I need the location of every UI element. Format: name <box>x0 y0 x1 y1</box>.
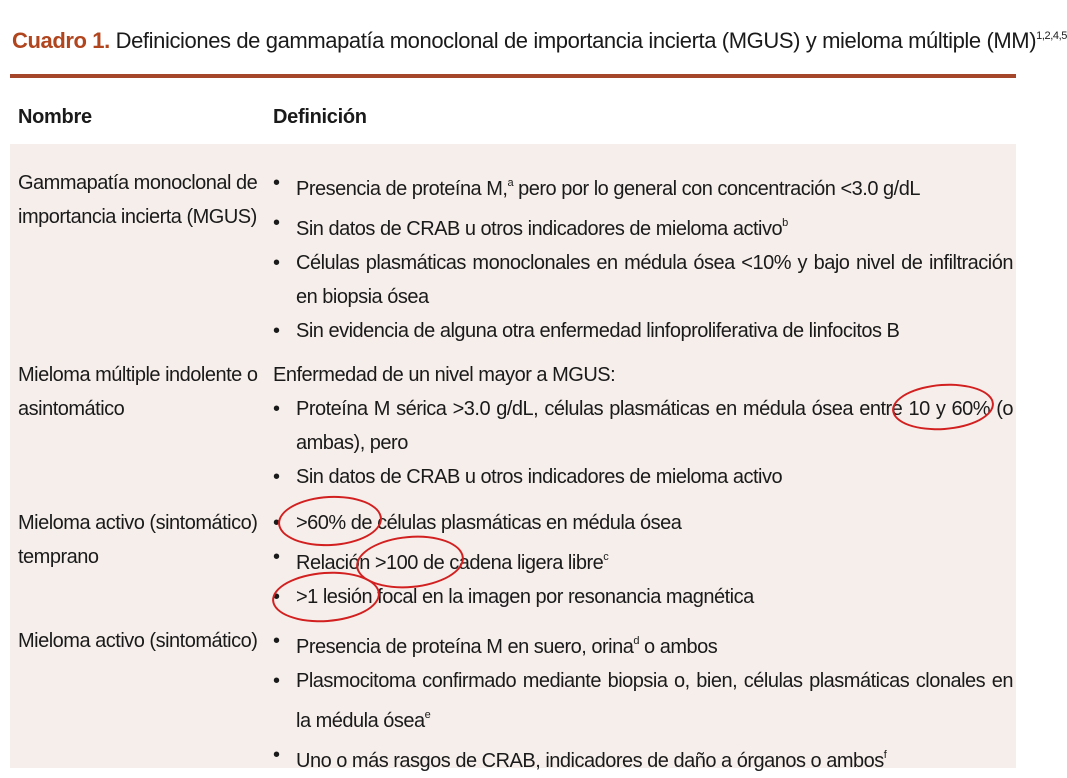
bullet-icon: • <box>273 212 280 234</box>
bullet-icon: • <box>273 630 280 652</box>
caption-refs: 1,2,4,5 <box>1036 30 1067 42</box>
row-definition <box>273 506 1013 614</box>
footnote-marker: f <box>883 749 887 761</box>
bullet-icon: • <box>273 670 280 692</box>
item-text: Proteína M sérica >3.0 g/dL, células plasmáticas en médula ósea entre 10 y 60% (o ambas), pero <box>296 398 1013 454</box>
bullet-icon: • <box>273 586 280 608</box>
item-text: >60% de células plasmáticas en médula ósea <box>296 512 682 534</box>
definition-item <box>273 206 1013 246</box>
row-name: Mieloma activo (sintomático) temprano <box>18 512 258 568</box>
bullet-icon: • <box>273 252 280 274</box>
row-definition <box>273 358 1013 494</box>
bullet-icon: • <box>273 466 280 488</box>
definition-item <box>273 580 1013 614</box>
footnote-marker: a <box>507 177 514 189</box>
bullet-icon: • <box>273 398 280 420</box>
item-text: pero por lo general con concentración <3.0 g/dL <box>513 178 920 200</box>
footnote-marker: d <box>633 635 639 647</box>
definition-item <box>273 392 1013 460</box>
item-text: Sin datos de CRAB u otros indicadores de mieloma activo <box>296 466 783 488</box>
item-text: >1 lesión focal en la imagen por resonancia magnética <box>296 586 754 608</box>
definition-item <box>273 460 1013 494</box>
table-body <box>10 144 1016 772</box>
bullet-icon: • <box>273 320 280 342</box>
caption-text: Definiciones de gammapatía monoclonal de importancia incierta (MGUS) y mieloma múltiple (MM) <box>115 28 1037 53</box>
definition-item <box>273 506 1013 540</box>
row-name: Mieloma activo (sintomático) <box>18 630 258 652</box>
definition-item <box>273 624 1013 664</box>
header-name: Nombre <box>18 106 92 128</box>
item-text: Relación >100 de cadena ligera libre <box>296 552 604 574</box>
table-caption <box>12 28 1067 54</box>
definition-item <box>273 166 1013 206</box>
caption-label: Cuadro 1. <box>12 28 110 53</box>
item-text: Sin evidencia de alguna otra enfermedad linfoproliferativa de linfocitos B <box>296 320 900 342</box>
definition-item <box>273 664 1013 738</box>
item-text: Presencia de proteína M en suero, orina <box>296 636 634 658</box>
definition-intro: Enfermedad de un nivel mayor a MGUS: <box>273 364 616 386</box>
row-name: Mieloma múltiple indolente o asintomático <box>18 364 258 420</box>
item-text: Plasmocitoma confirmado mediante biopsia o, bien, células plasmáticas clonales en la médula ósea <box>296 670 1013 732</box>
bullet-icon: • <box>273 512 280 534</box>
definition-item <box>273 540 1013 580</box>
definition-item <box>273 314 1013 348</box>
footnote-marker: b <box>782 217 788 229</box>
item-text: Sin datos de CRAB u otros indicadores de mieloma activo <box>296 218 783 240</box>
bullet-icon: • <box>273 744 280 766</box>
row-definition <box>273 624 1013 778</box>
definition-item <box>273 246 1013 314</box>
bullet-icon: • <box>273 172 280 194</box>
table-header <box>10 78 1016 144</box>
item-text: Células plasmáticas monoclonales en médula ósea <10% y bajo nivel de infiltración en biopsia ósea <box>296 252 1013 308</box>
header-definition: Definición <box>273 106 367 128</box>
item-text: Presencia de proteína M, <box>296 178 508 200</box>
row-name: Gammapatía monoclonal de importancia incierta (MGUS) <box>18 172 258 228</box>
footnote-marker: c <box>603 551 609 563</box>
definition-item <box>273 738 1013 778</box>
bullet-icon: • <box>273 546 280 568</box>
footnote-marker: e <box>424 709 431 721</box>
item-text: Uno o más rasgos de CRAB, indicadores de daño a órganos o ambos <box>296 750 884 772</box>
row-definition <box>273 166 1013 348</box>
item-text: o ambos <box>639 636 718 658</box>
